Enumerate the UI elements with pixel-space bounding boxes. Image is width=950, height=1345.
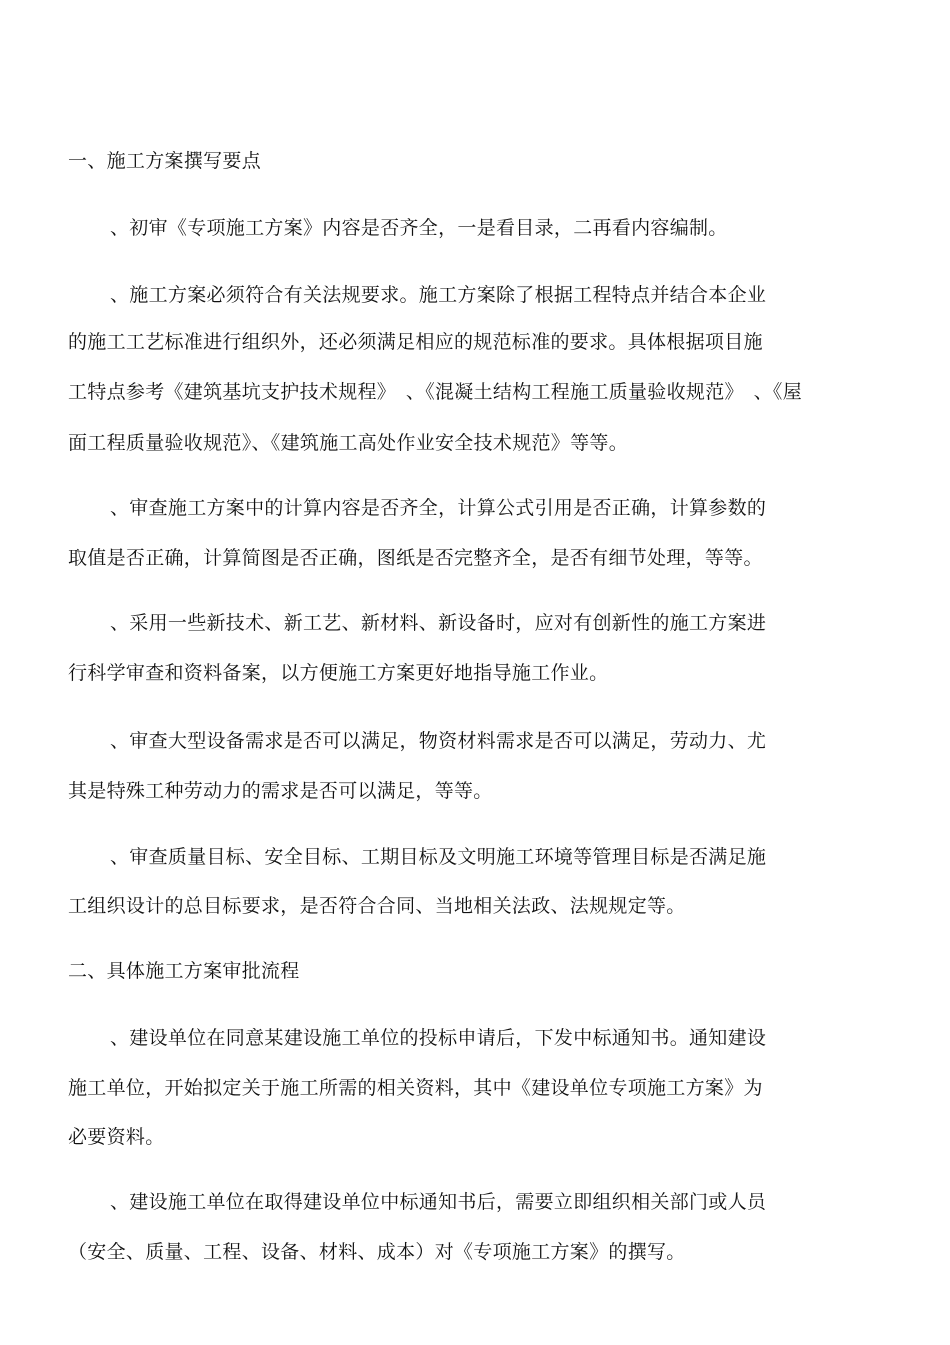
paragraph-line: 、建设施工单位在取得建设单位中标通知书后，需要立即组织相关部门或人员 xyxy=(110,1191,767,1213)
paragraph-line: 施工单位，开始拟定关于施工所需的相关资料，其中《建设单位专项施工方案》为 xyxy=(68,1077,763,1099)
section-heading-2: 二、具体施工方案审批流程 xyxy=(68,960,300,982)
paragraph-line: 、初审《专项施工方案》内容是否齐全，一是看目录，二再看内容编制。 xyxy=(110,217,728,239)
paragraph-line: 必要资料。 xyxy=(68,1126,165,1148)
paragraph-line: 、审查施工方案中的计算内容是否齐全，计算公式引用是否正确，计算参数的 xyxy=(110,497,767,519)
paragraph-line: 其是特殊工种劳动力的需求是否可以满足，等等。 xyxy=(68,780,493,802)
paragraph-line: 、采用一些新技术、新工艺、新材料、新设备时，应对有创新性的施工方案进 xyxy=(110,612,767,634)
paragraph-line: （安全、质量、工程、设备、材料、成本）对《专项施工方案》的撰写。 xyxy=(68,1241,686,1263)
paragraph-line: 、审查质量目标、安全目标、工期目标及文明施工环境等管理目标是否满足施 xyxy=(110,846,767,868)
paragraph-line: 、建设单位在同意某建设施工单位的投标申请后，下发中标通知书。通知建设 xyxy=(110,1027,767,1049)
paragraph-line: 工组织设计的总目标要求，是否符合合同、当地相关法政、法规规定等。 xyxy=(68,895,686,917)
paragraph-line: 行科学审查和资料备案，以方便施工方案更好地指导施工作业。 xyxy=(68,662,609,684)
paragraph-line: 、审查大型设备需求是否可以满足，物资材料需求是否可以满足，劳动力、尤 xyxy=(110,730,767,752)
paragraph-line: 工特点参考《建筑基坑支护技术规程》 、《混凝土结构工程施工质量验收规范》 、《屋 xyxy=(68,381,803,403)
paragraph-line: 面工程质量验收规范》、《建筑施工高处作业安全技术规范》等等。 xyxy=(68,432,629,454)
paragraph-line: 取值是否正确，计算简图是否正确，图纸是否完整齐全，是否有细节处理，等等。 xyxy=(68,547,763,569)
section-heading-1: 一、施工方案撰写要点 xyxy=(68,150,262,172)
paragraph-line: 的施工工艺标准进行组织外，还必须满足相应的规范标准的要求。具体根据项目施 xyxy=(68,331,763,353)
paragraph-line: 、施工方案必须符合有关法规要求。施工方案除了根据工程特点并结合本企业 xyxy=(110,284,767,306)
